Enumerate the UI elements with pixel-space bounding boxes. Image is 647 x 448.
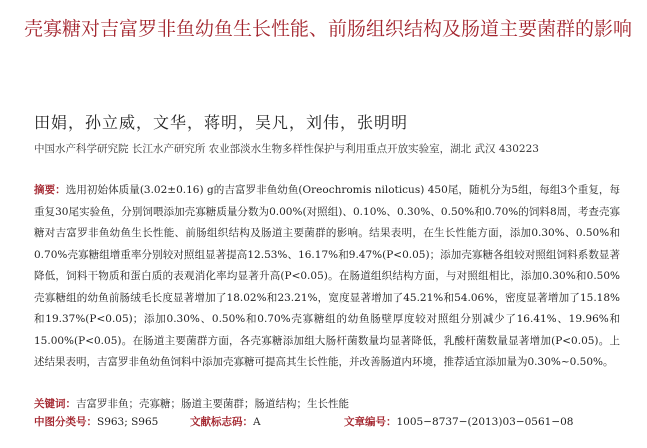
document-code (190, 414, 261, 430)
classification-value: S963; S965 (97, 416, 159, 428)
affiliation: 中国水产科学研究院 长江水产研究所 农业部淡水生物多样性保护与利用重点开放实验室，湖北 武汉 430223 (34, 143, 539, 155)
abstract-text: 选用初始体质量(3.02±0.16) g的吉富罗非鱼幼鱼(Oreochromis niloticus) 450尾，随机分为5组，每组3个重复，每重复30尾实验鱼，分别饲喂添加壳寡糖质量分数为0.00%(对照组)、0.10%、0.30%、0.50%和0.70%的饲料8周，考查壳寡糖对吉富罗非鱼幼鱼生长性能、前肠组织结构及肠道主要菌群的影响。结果表明，在生长性能方面，添加0.30%、0.50%和0.70%壳寡糖组增重率分别较对照组显著提高12.53%、16.17%和9.47%(P<0.05)；添加壳寡糖各组较对照组饲料系数显著降低，饲料干物质和蛋白质的表观消化率均显著升高(P<0.05)。在肠道组织结构方面，与对照组相比，添加0.30%和0.50%壳寡糖组的幼鱼前肠绒毛长度显著增加了18.02%和23.21%，宽度显著增加了45.21%和54.06%，密度显著增加了15.18%和19.37%(P<0.05)；添加0.30%、0.50%和0.70%壳寡糖组的幼鱼肠壁厚度较对照组分别减少了16.41%、19.96%和15.00%(P<0.05)。在肠道主要菌群方面，各壳寡糖添加组大肠杆菌数量均显著降低，乳酸杆菌数量显著增加(P<0.05)。上述结果表明，吉富罗非鱼幼鱼饲料中添加壳寡糖可提高其生长性能，并改善肠道内环境，推荐适宜添加量为0.30%~0.50%。 (34, 184, 620, 368)
keywords (34, 396, 624, 412)
article-number (344, 414, 574, 430)
keywords-label: 关键词： (34, 398, 76, 410)
doc-code-label: 文献标志码： (190, 416, 253, 428)
author-list: 田娟，孙立威，文华，蒋明，吴凡，刘伟，张明明 (34, 113, 409, 132)
doc-code-value: A (253, 416, 261, 428)
abstract-label: 摘要： (34, 184, 66, 196)
article-no-value: 1005−8737−(2013)03−0561−08 (396, 416, 574, 428)
classification-label: 中图分类号： (34, 416, 97, 428)
paper-title: 壳寡糖对吉富罗非鱼幼鱼生长性能、前肠组织结构及肠道主要菌群的影响 (24, 18, 633, 40)
keywords-text: 吉富罗非鱼；壳寡糖；肠道主要菌群；肠道结构；生长性能 (76, 398, 349, 410)
classification-number (34, 414, 158, 430)
article-no-label: 文章编号： (344, 416, 397, 428)
abstract (34, 180, 620, 374)
